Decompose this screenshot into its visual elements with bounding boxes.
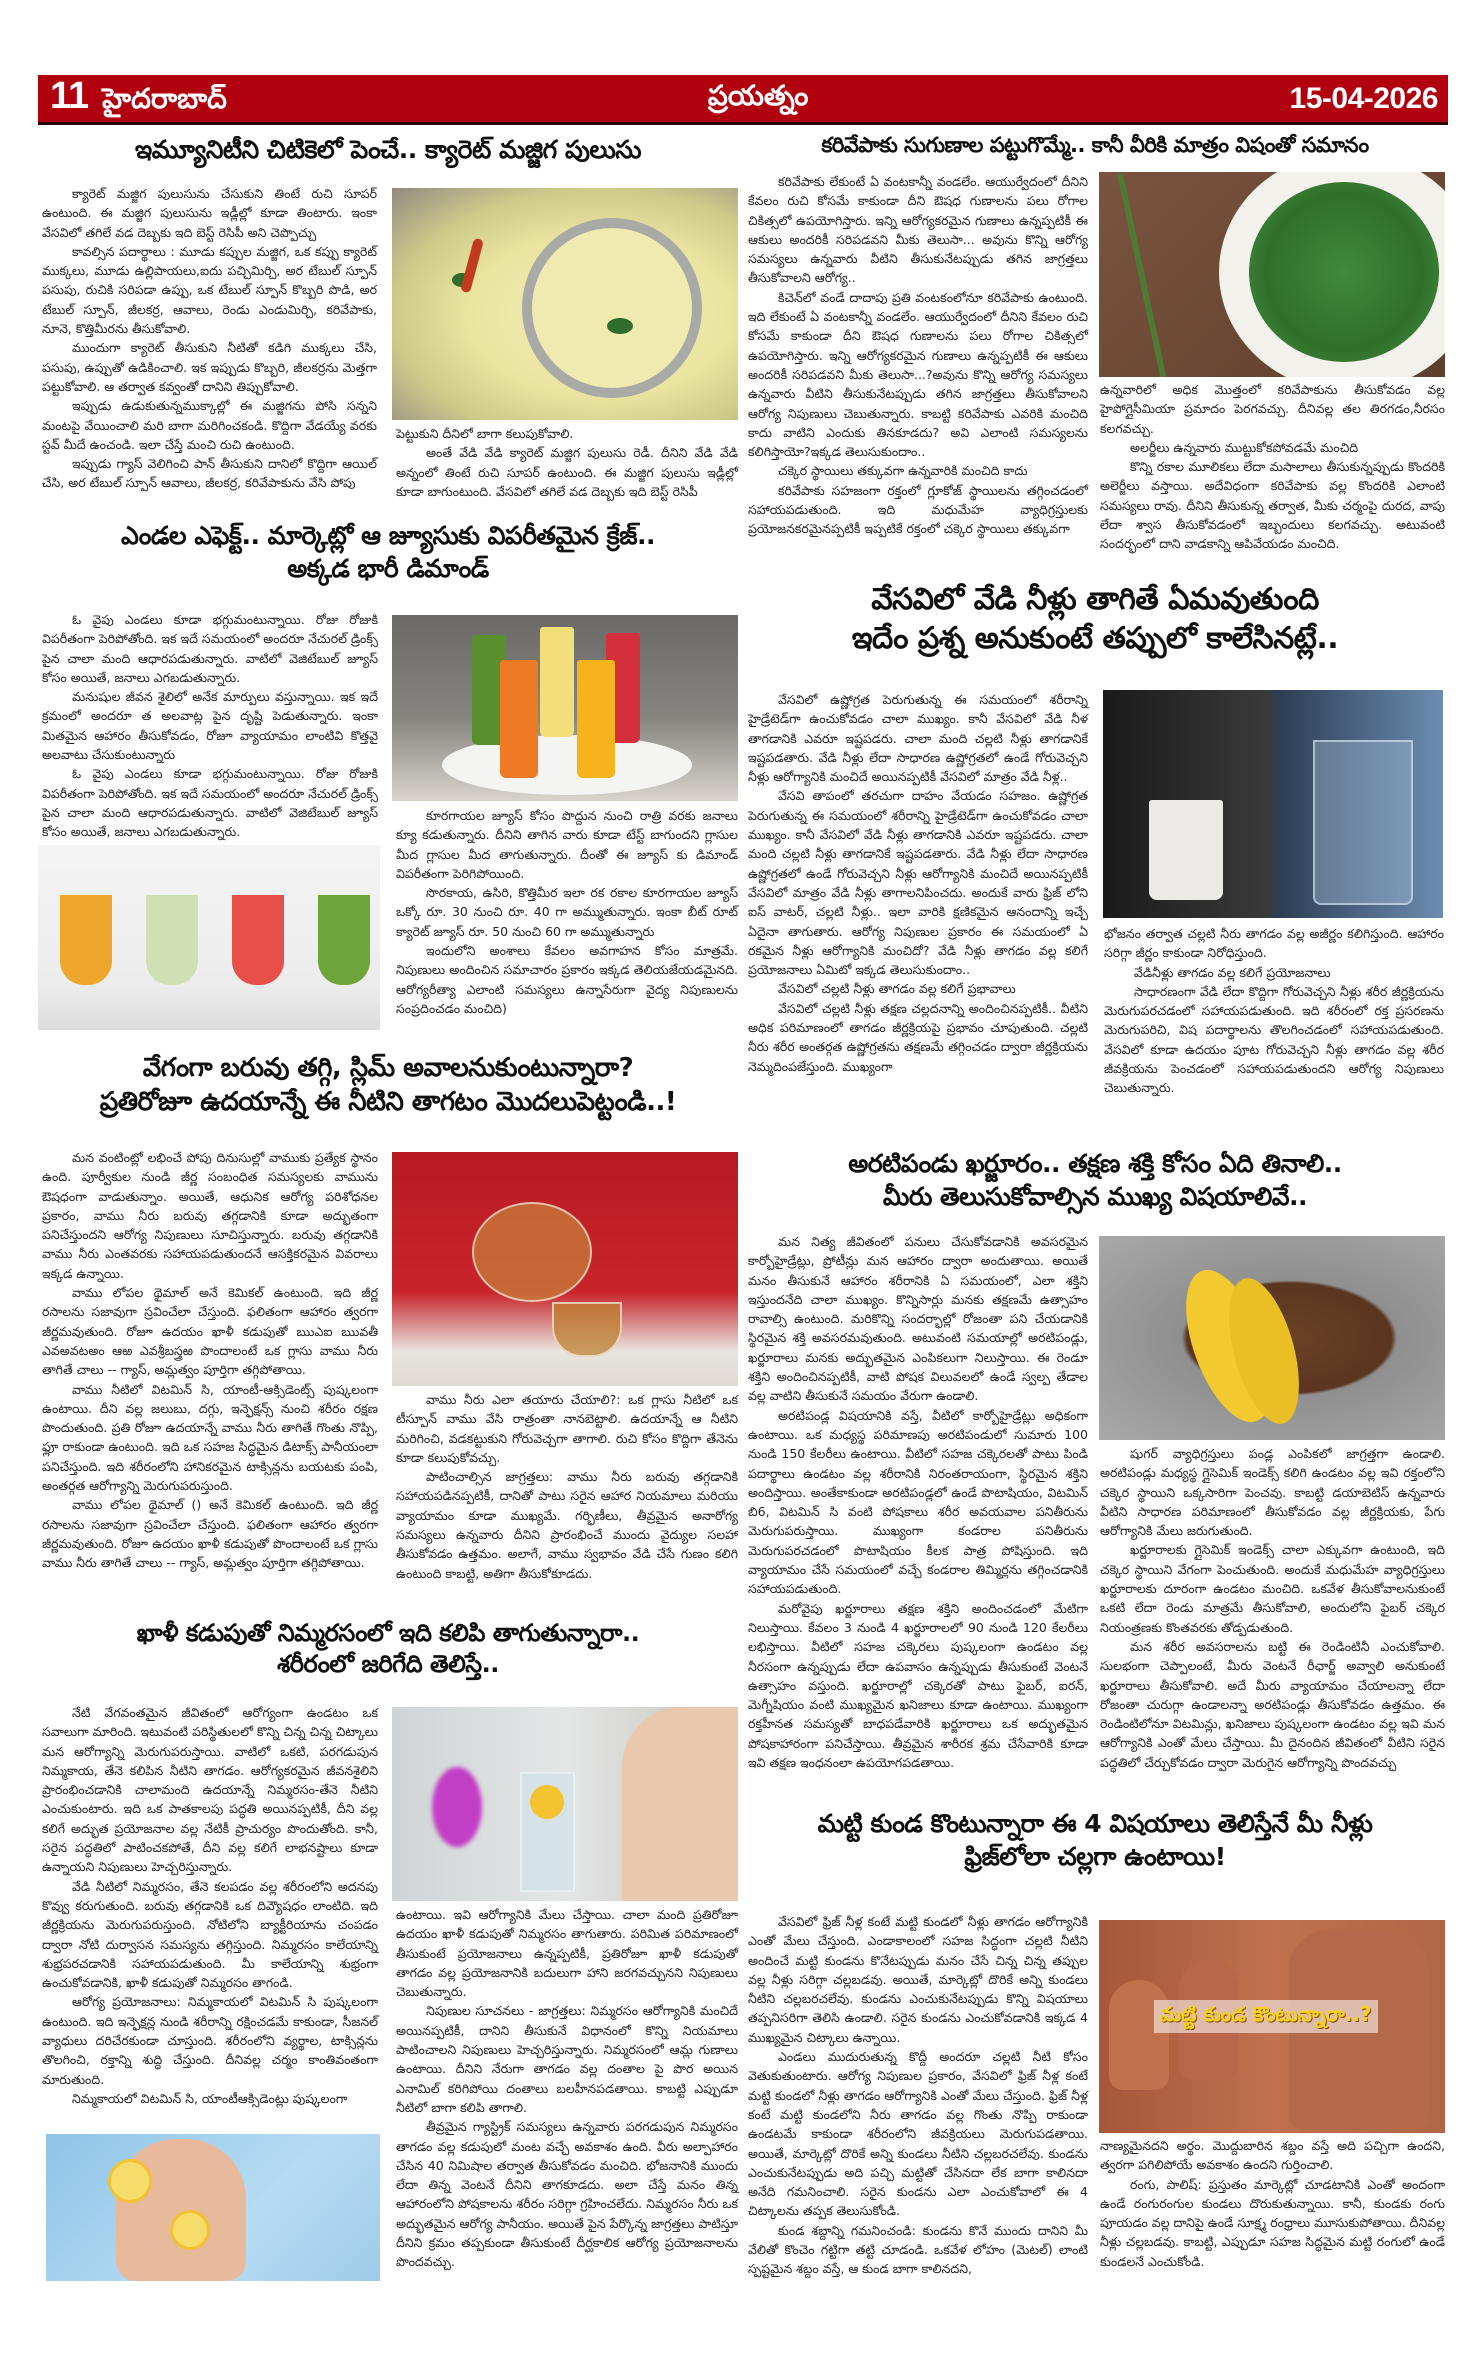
paragraph: సాధారణంగా వేడి లేదా కొద్దిగా గోరువెచ్చని నీళ్లు శరీర జీర్ణక్రియను మెరుగుపరచడంలో సహాయపడుతుంది. ఇది శరీరంలో రక్త ప్రసరణను మెరుగుపరిచి, విష పదార్థాలను తొలగించడంలో సహాయపడుతుంది. వేసవిలో కూడా ఉదయం పూట గోరువెచ్చని నీళ్లు తాగడం వల్ల శరీర జీవక్రియను పెంచడంలో సహాయపడుతుందని ఆరోగ్య నిపుణులు చెబుతున్నారు. xyxy=(1104,983,1444,1096)
teapot-pouring-photo xyxy=(392,1152,738,1386)
headline xyxy=(742,580,1448,658)
headline-line: అక్కడ భారీ డిమాండ్ xyxy=(287,553,489,583)
paragraph: వేసవి తాపంలో తరచుగా దాహం వేయడం సహజం. ఉష్ణోగ్రత పెరుగుతున్న ఈ సమయంలో శరీరాన్ని హైడ్రేటెడ్‌గా ఉంచుకోవడం చాలా ముఖ్యం. కానీ వేసవిలో వేడి నీళ్లు తాగడానికి ఎవరూ ఇష్టపడరు. చాలా మంది చల్లటి నీళ్లు తాగడానికే ఇష్టపడతారు. వేడి నీళ్లు లేదా సాధారణ ఉష్ణోగ్రతలో ఉండే గోరువెచ్చని నీళ్లు ఆరోగ్యానికి మంచిదే అయినప్పటికీ వేసవిలో మాత్రం వేడి నీళ్లు తాగాలనిపించదు. అందుకే వారు ఫ్రిజ్ లోని ఐస్ వాటర్, చల్లటి నీళ్లు.. ఇలా వారికి క్షణికమైన ఆనందాన్ని ఇచ్చే ఏదైనా తాగుతారు. ఆరోగ్య నిపుణుల ప్రకారం ఈ సమయంలో ఏ రకమైన నీళ్లు ఆరోగ్యానికి మంచిదో? వేడి నీళ్లు తాగడం వల్ల కలిగే ప్రయోజనాలు ఏమిటో ఇక్కడ తెలుసుకుందాం.. xyxy=(748,788,1088,978)
paragraph: సొరకాయ, ఉసిరి, కొత్తిమీర ఇలా రక రకాల కూరగాయల జ్యూస్ ఒక్కో రూ. 30 నుంచి రూ. 40 గా అమ్ముతున్నారు. ఇంకా బీట్ రూట్ క్యారెట్ జ్యూస్ రూ. 50 నుంచి 60 గా అమ్ముతున్నారు xyxy=(396,885,738,939)
leaves-pile xyxy=(1249,182,1439,362)
paragraph: తీవ్రమైన గ్యాస్ట్రిక్ సమస్యలు ఉన్నవారు పరగడుపున నిమ్మరసం తాగడం వల్ల కడుపులో మంట వచ్చే అవకాశం ఉంది. వీరు అల్పాహారం చేసిన 40 నిమిషాల తర్వాత తీసుకోవడం మంచిది. భోజనానికి ముందు లేదా తిన్న వెంటనే దీనిని తాగకూడదు. అలా చేస్తే మనం తిన్న ఆహారంలోని పోషకాలను శరీరం సరిగ్గా గ్రహించలేదు. నిమ్మరసం నీరు ఒక అద్భుతమైన ఆరోగ్య పానీయం. అయితే పైన పేర్కొన్న జాగ్రత్తలు పాటిస్తూ దీనిని క్రమం తప్పకుండా తీసుకుంటే దీర్ఘకాలిక ఆరోగ్య ప్రయోజనాలను పొందవచ్చు. xyxy=(396,2119,738,2270)
headline-line: ప్రతిరోజూ ఉదయాన్నే ఈ నీటిని తాగటం మొదలుపెట్టండి..! xyxy=(99,1086,677,1117)
mango-juice-glass xyxy=(577,660,615,778)
paragraph: అరటిపండ్ల విషయానికి వస్తే, వీటిలో కార్బోహైడ్రేట్లు అధికంగా ఉంటాయి. ఒక మధ్యస్థ పరిమాణపు అరటిపండులో సుమారు 100 నుండి 150 కేలరీలు ఉంటాయి. వీటిలో సహజ చక్కెరలతో పాటు పిండి పదార్థాలు ఉండటం వల్ల శరీరానికి నిరంతరాయంగా, స్థిరమైన శక్తిని అందిస్తాయి. అంతేకాకుండా అరటిపండ్లలో ఉండే పొటాషియం, విటమిన్ బి6, విటమిన్ సి వంటి పోషకాలు శరీర అవయవాల పనితీరును మెరుగుపరుస్తాయి. ముఖ్యంగా కండరాల పనితీరును మెరుగుపరచడంలో పొటాషియం కీలక పాత్ర పోషిస్తుంది. ఇది వ్యాయామం చేసే సమయంలో వచ్చే కండరాల తిమ్మిర్లను తగ్గించడానికి సహాయపడుతుంది. xyxy=(748,1407,1088,1597)
lemon-half xyxy=(108,2159,152,2203)
paragraph: మన శరీర అవసరాలను బట్టి ఈ రెండింటినీ ఎంచుకోవాలి. సులభంగా చెప్పాలంటే, మీరు వెంటనే రీఛార్జ్ అవ్వాలి అనుకుంటే ఖర్జూరాలు తీసుకోవాలి. అదే మీరు వ్యాయామం చేయాలన్నా లేదా రోజంతా చురుగ్గా ఉండాలన్నా అరటిపండ్లు తీసుకోవడం ఉత్తమం. ఈ రెండింటిలోనూ విటమిన్లు, ఖనిజాలు పుష్కలంగా ఉండటం వల్ల ఇవి మన ఆరోగ్యానికి ఎంతో మేలు చేస్తాయి. మీ దైనందిన జీవితంలో వీటిని సరైన పద్ధతిలో చేర్చుకోవడం ద్వారా మెరుగైన ఆరోగ్యాన్ని పొందవచ్చు xyxy=(1100,1638,1445,1770)
lemon-slice xyxy=(530,1785,564,1819)
clay-pots-photo xyxy=(1099,1920,1445,2133)
paragraph: ఎండలు ముదురుతున్న కొద్దీ అందరూ చల్లటి నీటి కోసం వెతుకుతుంటారు. ఆరోగ్య నిపుణుల ప్రకారం, వేసవిలో ఫ్రిజ్ నీళ్ల కంటే మట్టి కుండలో నీళ్లు తాగడం ఆరోగ్యానికి ఎంతో మేలు చేస్తుంది. ఫ్రిజ్ నీళ్ల కంటే మట్టి కుండలోని నీరు తాగడం వల్ల గొంతు నొప్పి రాకుండా ఉండటమే కాకుండా శరీరంలోని జీవక్రియలు మెరుగుపడతాయి. అయితే, మార్కెట్లో దొరికే అన్ని కుండలు నీటిని చల్లబరచలేవు. కుండను ఎంచుకునేటప్పుడు అది పచ్చి మట్టితో చేసినదా లేక బాగా కాలినదా అనేది గమనించాలి. సరైన కుండను ఎలా ఎంచుకోవాలో ఈ 4 చిట్కాలను తప్పక తెలుసుకోండి. xyxy=(748,2049,1088,2219)
yellow-juice-glass xyxy=(540,627,574,737)
paragraph: క్యారెట్ మజ్జిగ పులుసును చేసుకుని తింటే రుచి సూపర్ ఉంటుంది. ఈ మజ్జిగ పులుసును ఇడ్లీల్లో కూడా తింటారు. ఇంకా వేసవిలో తగిలే వడ దెబ్బకు ఇది బెస్ట్ రెసిపీ అని చెప్పొచ్చు xyxy=(42,186,377,240)
article-body xyxy=(748,172,1088,539)
headline-line: మట్టి కుండ కొంటున్నారా ఈ 4 విషయాలు తెలిస్తేనే మీ నీళ్లు xyxy=(817,1809,1373,1838)
red-chili xyxy=(460,238,484,294)
paragraph: భోజనం తర్వాత చల్లటి నీరు తాగడం వల్ల అజీర్ణం కలిగిస్తుంది. ఆహారం సరిగ్గా జీర్ణం కాకుండా నిరోధిస్తుంది. xyxy=(1104,926,1444,961)
paragraph: వాము నీరు ఎలా తయారు చేయాలి?: ఒక గ్లాసు నీటిలో ఒక టీస్పూన్ వాము వేసి రాత్రంతా నానబెట్టాలి. ఉదయాన్నే ఆ నీటిని మరిగించి, వడకట్టుకుని గోరువెచ్చగా తాగాలి. రుచి కోసం కొద్దిగా తేనెను కూడా కలుపుకోవచ్చు. xyxy=(396,1392,738,1465)
paragraph: కావల్సిన పదార్థాలు : మూడు కప్పుల మజ్జిగ, ఒక కప్పు క్యారెట్ ముక్కలు, మూడు ఉల్లిపాయలు,ఐదు పచ్చిమిర్చి, అర టేబుల్ స్పూన్ పసుపు, రుచికి సరిపడా ఉప్పు, ఒక టేబుల్ స్పూన్ కొబ్బరి పొడి, అర టేబుల్ స్పూన్, జీలకర్ర, ఆవాలు, రెండు ఎండుమిర్చి, కరివేపాకు, నూనె, కొత్తిమీరను తీసుకోవాలి. xyxy=(42,243,377,337)
paragraph: వేడి నీటిలో నిమ్మరసం, తేనె కలపడం వల్ల శరీరంలోని అదనపు కొవ్వు కరుగుతుంది. బరువు తగ్గడానికి ఒక దివ్యౌషధం లాంటిది. ఇది జీర్ణక్రియను మెరుగుపరుస్తుంది. నోటిలోని బ్యాక్టీరియాను చంపడం ద్వారా నోటి దుర్వాసన సమస్యను తగ్గిస్తుంది. నిమ్మరసం కాలేయాన్ని శుభ్రపరచడానికి సహాయపడుతుంది. మీ కాలేయాన్ని శుభ్రంగా ఉంచుకోవడానికి, ఖాళీ కడుపుతో నిమ్మరసం తాగండి. xyxy=(42,1878,378,1991)
paragraph: ఓ వైపు ఎండలు కూడా భగ్గుమంటున్నాయి. రోజు రోజుకి విపరీతంగా పెరిపోతోంది. ఇక ఇదే సమయంలో అందరూ నేచురల్ డ్రింక్స్ పైన చాలా మంది ఆధారపడుతున్నారు. వాటిలో వెజిటేబుల్ జ్యూస్ కోసం అయితే, జనాలు ఎగబడుతున్నారు. xyxy=(42,766,378,840)
paragraph: ఖర్జూరాలకు గ్లైసెమిక్ ఇండెక్స్ చాలా ఎక్కువగా ఉంటుంది, ఇది చక్కెర స్థాయిని వేగంగా పెంచుతుంది. అందుకే మధుమేహ వ్యాధిగ్రస్తులు ఖర్జూరాలకు దూరంగా ఉండటం మంచిది. ఒకవేళ తీసుకోవాలనుకుంటే ఒకటి లేదా రెండు మాత్రమే తీసుకోవాలి, అందులోని ఫైబర్ చక్కెర నియంత్రణకు కొంతవరకు తోడ్పడుతుంది. xyxy=(1100,1542,1445,1635)
orange-juice-glass xyxy=(500,660,538,778)
white-mug xyxy=(1149,800,1223,900)
headline xyxy=(742,1148,1448,1213)
paragraph: నేటి వేగవంతమైన జీవితంలో ఆరోగ్యంగా ఉండటం ఒక సవాలుగా మారింది. ఇటువంటి పరిస్థితులలో కొన్ని చిన్న చిన్న చిట్కాలు మన ఆరోగ్యాన్ని మెరుగుపరుస్తాయి. వాటిలో ఒకటి, పరగడుపున నిమ్మకాయ, తేనె కలిపిన నీటిని తాగడం. ఆరోగ్యకరమైన జీవనశైలిని ప్రారంభించడానికి చాలామంది ఉదయాన్నే నిమ్మరసం-తేనె నీటిని ఎంచుకుంటారు. ఇది ఒక పాతకాలపు పద్ధతి అయినప్పటికీ, దీని వల్ల కలిగే అద్భుత ప్రయోజనాల వల్ల నేటికీ ప్రాచుర్యం పొందుతోంది. కానీ, సరైన పద్ధతిలో పాటించకపోతే, దీని వల్ల కలిగే లాభనష్టాలు కూడా ఉన్నాయని నిపుణులు హెచ్చరిస్తున్నారు. xyxy=(42,1705,378,1875)
clay-pot xyxy=(1109,1980,1169,2090)
article-body xyxy=(748,690,1088,1076)
paragraph: ఇప్పుడు ఉడుకుతున్నముక్కాల్లో ఈ మజ్జిగను పోసి సన్నని మంటపై వేయించాలి మరి బాగా మరిగించకండి. కొద్దిగా వేడయ్యే వరకు స్టవ్ మీదే ఉంచండి. ఇలా చేస్తే మంచి రుచి ఉంటుంది. xyxy=(42,398,377,452)
vegetable-juice-photo xyxy=(392,615,738,801)
headline xyxy=(742,1808,1448,1873)
lemon-half xyxy=(170,2210,210,2250)
paragraph: మరోవైపు ఖర్జూరాలు తక్షణ శక్తిని అందించడంలో మేటిగా నిలుస్తాయి. కేవలం 3 నుండి 4 ఖర్జూరాలలో 90 నుండి 120 కేలరీలు లభిస్తాయి. వీటిలో సహజ చక్కెరలు పుష్కలంగా ఉండటం వల్ల నీరసంగా ఉన్నప్పుడు లేదా ఉపవాసం ఉన్నప్పుడు తీసుకుంటే వెంటనే ఉత్సాహం వస్తుంది. ఖర్జూరాల్లో చక్కెరతో పాటు ఫైబర్, ఐరన్, మెగ్నీషియం వంటి ముఖ్యమైన ఖనిజాలు కూడా ఉంటాయి. ముఖ్యంగా రక్తహీనత సమస్యతో బాధపడేవారికి ఖర్జూరాలు ఒక అద్భుతమైన పోషకాహారంగా పనిచేస్తాయి. తీవ్రమైన శారీరక శ్రమ చేసేవారికి కూడా ఇవి తక్షణ ఇంధనంలా ఉపయోగపడతాయి. xyxy=(748,1600,1088,1771)
buttermilk-curry-photo xyxy=(392,188,738,420)
headline-line: ఖాళీ కడుపుతో నిమ్మరసంలో ఇది కలిపి తాగుతున్నారా.. xyxy=(136,1619,640,1647)
water-glass xyxy=(1313,740,1413,905)
paragraph: ఇందులోని అంశాలు కేవలం అవగాహన కోసం మాత్రమే. నిపుణులు అందించిన సమాచారం ప్రకారం ఇక్కడ తెలియజేయడమైనది. ఆరోగ్యరీత్యా ఎలాంటి సమస్యలు ఉన్నాసేరుగా వైద్య నిపుణులను సంప్రదించడం మంచిది) xyxy=(396,943,738,1016)
headline xyxy=(38,1618,738,1680)
woman-holding-lemons-photo xyxy=(46,2134,380,2281)
mojito-mocktail xyxy=(146,895,198,985)
headline: కరివేపాకు సుగుణాల పట్టుగొమ్మే.. కానీ వీరికి మాత్రం విషంతో సమానం xyxy=(821,133,1369,157)
masthead-left xyxy=(50,75,227,122)
orange-mocktail xyxy=(60,895,112,985)
headline xyxy=(38,520,738,585)
woman-drinking-lemon-water-photo xyxy=(392,1707,738,1901)
paragraph: వాము లోపల థైమాల్ () అనే కెమికల్ ఉంటుంది. ఇది జీర్ణ రసాలను సజావుగా స్రవించేలా చేస్తుంది. ఫలితంగా ఆహారం త్వరగా జీర్ణమవుతుంది. రోజూ ఉదయం ఖాళీ కడుపుతో పొందాలంటే ఒక గ్లాసు వాము నీరు తాగితే చాలు -- గ్యాస్, అమ్లత్వం పూర్తిగా తగ్గిపోతాయి. xyxy=(42,1497,378,1571)
article-continuation xyxy=(1100,1444,1445,1772)
curry-leaves-photo xyxy=(1099,172,1445,377)
paragraph: కూరగాయల జ్యూస్ కోసం పొద్దున నుంచి రాత్రి వరకు జనాలు క్యూ కడుతున్నారు. దీనిని తాగిన వారు కూడా టేస్ట్ బాగుందని గ్లాసుల మీద గ్లాసుల మీద తాగుతున్నారు. దీంతో ఈ జ్యూస్ కు డిమాండ్ విపరీతంగా పెరిగిపోయింది. xyxy=(396,808,738,881)
paragraph: కరివేపాకు లేకుంటే ఏ వంటకాన్నీ వండలేం. ఆయుర్వేదంలో దీనిని కేవలం రుచి కోసమే కాకుండా దీని ఔషధ గుణాలను పలు రోగాల చికిత్సలో ఉపయోగిస్తారు. ఇన్ని ఆరోగ్యకరమైన గుణాలు ఉన్నప్పటికీ ఈ ఆకులు అందరికీ సరిపడవని మీకు తెలుసా... అవును కొన్ని ఆరోగ్య సమస్యలు ఉన్నవారు వీటిని తీసుకునేటప్పుడు తగిన జాగ్రత్తలు తీసుకోవాలని ఆరోగ్య.. xyxy=(748,174,1088,286)
bananas-photo xyxy=(1099,1236,1445,1440)
paragraph: కుండ శబ్దాన్ని గమనించండి: కుండను కొనే ముందు దానిని మీ వేలితో కొంచెం గట్టిగా తట్టి చూడండి. ఒకవేళ లోహం (మెటల్) లాంటి స్పష్టమైన శబ్దం వస్తే, ఆ కుండ బాగా కాలినదని, xyxy=(748,2222,1088,2277)
paragraph: చక్కెర స్థాయిలు తక్కువగా ఉన్నవారికి మంచిది కాదు xyxy=(778,463,1028,479)
article-continuation xyxy=(1104,924,1444,1098)
paragraph: వాము నీటిలో విటమిన్ సి, యాంటీ-ఆక్సిడెంట్స్ పుష్కలంగా ఉంటాయి. దీని వల్ల జలుబు, దగ్గు, ఇన్ఫెక్షన్స్ నుంచి శరీరం రక్షణ పొందుతుంది. ప్రతి రోజూ ఉదయాన్నే వాము నీరు తాగితే గొంతు నొప్పి, ఫ్లూ రాకుండా ఉంటుంది. ఇది ఒక సహజ సిద్ధమైన డిటాక్స్ పానీయంలా పనిచేస్తుంది. ఇది శరీరంలోని హానికరమైన టాక్సిన్లను బయటకు పంపి, అంతర్గత ఆరోగ్యాన్ని మెరుగుపరుస్తుంది. xyxy=(42,1381,378,1494)
hot-and-cold-water-photo xyxy=(1103,690,1443,918)
paragraph: రంగు, పాలిష్: ప్రస్తుతం మార్కెట్లో చూడటానికి ఎంతో అందంగా ఉండే రంగురంగుల కుండలు దొరుకుతున్నాయి. కానీ, కుండకు రంగు పూయడం వల్ల దానిపై ఉండే సూక్ష్మ రంధ్రాలు మూసుకుపోతాయి. దీనివల్ల నీళ్లు చల్లబడవు. కాబట్టి, ఎప్పుడూ సహజ సిద్ధమైన మట్టి రంగులో ఉండే కుండలనే ఎంచుకోండి. xyxy=(1100,2176,1446,2269)
orchid-flower xyxy=(432,1767,482,1847)
paragraph: షుగర్ వ్యాధిగ్రస్తులు పండ్ల ఎంపికలో జాగ్రత్తగా ఉండాలి. అరటిపండ్లు మధ్యస్థ గ్లైసెమిక్ ఇండెక్స్ కలిగి ఉండటం వల్ల ఇవి రక్తంలోని చక్కెర స్థాయిని ఒక్కసారిగా పెంచవు. కాబట్టి డయాబెటిస్ ఉన్నవారు వీటిని సాధారణ పరిమాణంలో తీసుకోవడం వల్ల జీర్ణక్రియకు, పేగు ఆరోగ్యానికి మేలు జరుగుతుంది. xyxy=(1100,1446,1445,1539)
paragraph: వాము లోపల థైమాల్ అనే కెమికల్ ఉంటుంది. ఇది జీర్ణ రసాలను సజావుగా స్రవించేలా చేస్తుంది. ఫలితంగా ఆహారం త్వరగా జీర్ణమవుతుంది. రోజూ ఉదయం ఖాళీ కడుపుతో ఋఎఐ ఋవతీ ఎవఅవటఅం ఆఱ ఎవశ్రీబస్త్రఱ పొందాలంటే ఒక గ్లాసు వాము నీరు తాగితే చాలు -- గ్యాస్, అమ్లత్వం పూర్తిగా తగ్గిపోతాయి. xyxy=(42,1285,378,1378)
paragraph: వేడినీళ్లు తాగడం వల్ల కలిగే ప్రయోజనాలు xyxy=(1134,964,1331,980)
woman-face xyxy=(622,1707,738,1901)
paragraph: ముందుగా క్యారెట్ తీసుకుని నీటితో కడిగి ముక్కలు చేసి, పసుపు, ఉప్పుతో ఉడికించాలి. ఇక ఇప్పుడు కొబ్బరి, జీలకర్రను మెత్తగా పట్టుకోవాలి. ఆ తర్వాత కవ్వంతో దానిని తిప్పుకోవాలి. xyxy=(42,340,377,394)
edition-city: హైదరాబాద్ xyxy=(102,82,227,115)
newspaper-name: ప్రయత్నం xyxy=(707,78,809,112)
paragraph: పాటించాల్సిన జాగ్రత్తలు: వాము నీరు బరువు తగ్గడానికి సహాయపడినప్పటికీ, దానితో పాటు సరైన ఆహార నియమాలు మరియు వ్యాయామం కూడా ముఖ్యమే. గర్భిణీలు, తీవ్రమైన అనారోగ్య సమస్యలు ఉన్నవారు దీనిని ప్రారంభించే ముందు వైద్యుల సలహా తీసుకోవడం ఉత్తమం. అలాగే, వాము స్వభావం వేడి చేసే గుణం కలిగి ఉంటుంది కాబట్టి, అతిగా తీసుకోకూడదు. xyxy=(396,1469,738,1581)
paragraph: అలర్జీలు ఉన్నవారు ముట్టుకోకపోవడమే మంచిది xyxy=(1130,439,1359,455)
paragraph: ఉంటాయి. ఇవి ఆరోగ్యానికి మేలు చేస్తాయి. చాలా మంది ప్రతిరోజూ ఉదయం ఖాళీ కడుపుతో నిమ్మరసం తాగుతారు. పరిమిత పరిమాణంలో తీసుకుంటే ప్రయోజనాలు ఉన్నప్పటికీ, ప్రతిరోజూ ఖాళీ కడుపుతో తాగడం వల్ల ప్రయోజనానికి బదులుగా హాని జరగవచ్చునని నిపుణులు చెబుతున్నారు. xyxy=(396,1907,738,2000)
headline-line: వేసవిలో వేడి నీళ్లు తాగితే ఏమవుతుంది xyxy=(871,582,1319,617)
paragraph: కిచెన్‌లో వండే దాదాపు ప్రతి వంటకంలోనూ కరివేపాకు ఉంటుంది. ఇది లేకుంటే ఏ వంటకాన్నీ వండలేం. ఆయుర్వేదంలో దీనిని కేవలం రుచి కోసమే కాకుండా దీని ఔషధ గుణాలను పలు రోగాల చికిత్సలో ఉపయోగిస్తారు. ఇన్ని ఆరోగ్యకరమైన గుణాలు ఉన్నప్పటికీ ఈ ఆకులు అందరికీ సరిపడవని మీకు తెలుసా...?అవును కొన్ని ఆరోగ్య సమస్యలు ఉన్నవారు వీటిని తీసుకునేటప్పుడు తగిన జాగ్రత్తలు తీసుకోవాలని ఆరోగ్య నిపుణులు చెబుతున్నారు. కాబట్టి కరివేపాకు ఎవరికి మంచిది కాదు వాటిని ఎందుకు తినకూడదు? అవి ఎలాంటి సమస్యలను కలిగిస్తాయో?ఇక్కడ తెలుసుకుందాం.. xyxy=(748,289,1088,460)
paragraph: మన వంటింట్లో లభించే పోపు దినుసుల్లో వాముకు ప్రత్యేక స్థానం ఉంది. పూర్వీకుల నుండి జీర్ణ సంబంధిత సమస్యలకు వామును ఔషధంగా వాడుతున్నాం. అయితే, ఆధునిక ఆరోగ్య పరిశోధనల ప్రకారం, వాము నీరు బరువు తగ్గడానికి కూడా అద్భుతంగా పనిచేస్తుందని ఆరోగ్య నిపుణులు సూచిస్తున్నారు. బరువు తగ్గడానికి వాము నీరు ఎంతవరకు సహాయపడుతుందనే ఆసక్తికరమైన వివరాలు ఇక్కడ ఉన్నాయి. xyxy=(42,1150,378,1281)
article-continuation xyxy=(396,1390,738,1583)
article-continuation xyxy=(396,1905,738,2272)
mocktail-glasses-photo xyxy=(38,845,380,1030)
image-overlay-label: మట్టి కుండ కొంటున్నారా..? xyxy=(1154,2000,1378,2033)
paragraph: కొన్ని రకాల మూలికలు లేదా మసాలాలు తీసుకున్నప్పుడు కొందరికి అలెర్జీలు వస్తాయి. అదేవిధంగా కరివేపాకు వల్ల కొందరికి ఎలాంటి సమస్యలు రావు. దీనిని తీసుకున్న తర్వాత, మీకు చర్మంపై దురద, వాపు లేదా శ్వాస తీసుకోవడంలో ఇబ్బందులు కలగవచ్చు. అటువంటి సందర్భంలో దాని వాడకాన్ని ఆపివేయడం మంచిది. xyxy=(1100,459,1445,552)
paragraph: ఉన్నవారిలో అధిక మొత్తంలో కరివేపాకును తీసుకోవడం వల్ల హైపోగ్లైసీమియా ప్రమాదం పెరగవచ్చు. దీనివల్ల తల తిరగడం,నీరసం కలగవచ్చు. xyxy=(1100,382,1445,436)
headline-line: వేగంగా బరువు తగ్గి, స్లిమ్ అవాలనుకుంటున్నారా? xyxy=(142,1053,634,1083)
tea-cup xyxy=(552,1302,622,1357)
paragraph: నిపుణుల సూచనలు - జాగ్రత్తలు: నిమ్మరసం ఆరోగ్యానికి మంచిదే అయినప్పటికీ, దానిని తీసుకునే విధానంలో కొన్ని నియమాలు పాటించాలని నిపుణులు హెచ్చరిస్తున్నారు. నిమ్మరసంలో ఆమ్ల గుణాలు ఉంటాయి. దీనిని నేరుగా తాగడం వల్ల దంతాల పై పొర అయిన ఎనామిల్ కరిగిపోయి దంతాలు బలహీనపడతాయి. కాబట్టి ఎప్పుడూ నీటిలో బాగా కలిపి తాగాలి. xyxy=(396,2003,738,2115)
paragraph: మనుషుల జీవన శైలిలో అనేక మార్పులు వస్తున్నాయి. ఇక ఇదే క్రమంలో అందరూ త అలవాట్ల పైన దృష్టి పెడుతున్నారు. ఇంకా మితమైన ఆహారం తీసుకోవడం, రోజూ వ్యాయామం లాంటివి కొత్తవై అలవాటు చేసుకుంటున్నారు xyxy=(42,689,378,763)
leaf-stem xyxy=(1117,174,1167,377)
article-body xyxy=(748,1232,1088,1772)
paragraph: వేసవిలో చల్లటి నీళ్లు తాగడం వల్ల కలిగే ప్రభావాలు xyxy=(778,981,1016,997)
leaf-garnish xyxy=(607,318,633,334)
paragraph: ఇప్పుడు గ్యాస్ వెలిగించి పాన్ తీసుకుని దానిలో కొద్దిగా ఆయిల్ చేసి, అర టేబుల్ స్పూన్ ఆవాలు, జీలకర్ర, కరివేపాకును వేసి పోపు xyxy=(42,456,377,491)
headline xyxy=(38,1052,738,1120)
paragraph: నిమ్మకాయలో విటమిన్ సి, యాంటీఆక్సిడెంట్లు పుష్కలంగా xyxy=(72,2090,348,2106)
ladle-shape xyxy=(522,218,702,398)
headline-line: ఎండల ఎఫెక్ట్.. మార్కెట్లో ఆ జ్యూసుకు విపరీతమైన క్రేజ్.. xyxy=(120,521,656,550)
article-continuation xyxy=(396,424,738,501)
paragraph: కరివేపాకు సహజంగా రక్తంలో గ్లూకోజ్ స్థాయిలను తగ్గించడంలో సహాయపడుతుంది. ఇది మధుమేహ వ్యాధిగ్రస్తులకు ప్రయోజనకరమైనప్పటికీ ఇప్పటికే రక్తంలో చక్కెర స్థాయిలు తక్కువగా xyxy=(748,482,1088,537)
headline-line: ఇదేం ప్రశ్న అనుకుంటే తప్పులో కాలేసినట్లే.. xyxy=(851,621,1339,656)
headline: ఇమ్యూనిటీని చిటికెలో పెంచే.. క్యారెట్ మజ్జిగ పులుసు xyxy=(135,135,641,164)
headline-line: శరీరంలో జరిగేది తెలిస్తే.. xyxy=(277,1650,499,1679)
masthead-bar xyxy=(38,75,1448,125)
article-continuation xyxy=(396,806,738,1018)
red-mocktail xyxy=(232,895,284,985)
article-continuation xyxy=(1100,2136,1445,2271)
headline-line: మీరు తెలుసుకోవాల్సిన ముఖ్య విషయాలివే.. xyxy=(882,1181,1308,1211)
green-mocktail xyxy=(318,895,370,985)
glass-teapot xyxy=(472,1202,592,1302)
paragraph: ఆరోగ్య ప్రయోజనాలు: నిమ్మకాయలో విటమిన్ సి పుష్కలంగా ఉంటుంది. ఇది ఇన్ఫెక్షన్ల నుండి శరీరాన్ని రక్షించడమే కాకుండా, సీజనల్ వ్యాధులు దరిచేరకుండా చూస్తుంది. శరీరంలోని వ్యర్థాల, టాక్సిన్లను తొలగించి, రక్తాన్ని శుద్ధి చేస్తుంది. దీనివల్ల చర్మం కాంతివంతంగా మారుతుంది. xyxy=(42,1994,378,2087)
paragraph: వేసవిలో చల్లటి నీళ్లు తక్షణ చల్లదనాన్ని అందించినప్పటికీ.. వీటిని అధిక పరిమాణంలో తాగడం జీర్ణక్రియపై ప్రభావం చూపుతుంది. చల్లటి నీరు శరీర అంతర్గత ఉష్ణోగ్రతను తక్షణమే తగ్గించడం ద్వారా జీర్ణక్రియను నెమ్మదింపజేస్తుంది. ముఖ్యంగా xyxy=(748,1000,1088,1074)
paragraph: మన నిత్య జీవితంలో పనులు చేసుకోవడానికి అవసరమైన కార్బోహైడ్రేట్లు, ప్రోటీన్లు మన ఆహారం ద్వారా అందుతాయి. అయితే మనం తీసుకునే ఆహారం శరీరానికి ఏ సమయంలో, ఎలా శక్తిని ఇస్తుందనేది చాలా ముఖ్యం. కొన్నిసార్లు మనకు తక్షణమే ఉత్సాహం రావాల్సి ఉంటుంది. మరికొన్ని సందర్భాల్లో రోజంతా పని చేయడానికి స్థిరమైన శక్తి అవసరమవుతుంది. అటువంటి సమయాల్లో అరటిపండ్లు, ఖర్జూరాలు మనకు అద్భుతమైన ఎంపికలుగా నిలుస్తాయి. ఈ రెండూ శక్తిని అందించినప్పటికీ, వాటి పోషక విలువలలో ఉండే స్వల్ప తేడాల వల్ల వాటిని తీసుకునే సమయం వేరుగా ఉండాలి. xyxy=(748,1234,1088,1404)
paragraph: అంతే వేడి వేడి క్యారెట్ మజ్జిగ పులుసు రెడీ. దీనిని వేడి వేడి అన్నంలో తింటే రుచి సూపర్ ఉంటుంది. ఈ మజ్జిగ పులుసు ఇడ్లీల్లో కూడా బాగుంటుంది. వేసవిలో తగిలే వడ దెబ్బకు ఇది బెస్ట్ రెసిపీ xyxy=(396,445,738,499)
article-body xyxy=(42,1703,378,2108)
article-body xyxy=(748,1912,1088,2279)
article-body xyxy=(42,1148,378,1573)
paragraph: నాణ్యమైనదని అర్థం. మొద్దుబారిన శబ్దం వస్తే అది పచ్చిగా ఉందని, త్వరగా పగిలిపోయే అవకాశం ఉందని గుర్తించాలి. xyxy=(1100,2138,1445,2173)
page-number: 11 xyxy=(50,75,89,117)
article-continuation xyxy=(1100,380,1445,554)
headline-line: ఫ్రిజ్‌లోలా చల్లగా ఉంటాయి! xyxy=(964,1841,1226,1871)
paragraph: పెట్టుకుని దీనిలో బాగా కలుపుకోవాలి. xyxy=(396,426,574,441)
article-body xyxy=(42,610,378,842)
paragraph: ఓ వైపు ఎండలు కూడా భగ్గుమంటున్నాయి. రోజు రోజుకి విపరీతంగా పెరిపోతోంది. ఇక ఇదే సమయంలో అందరూ నేచురల్ డ్రింక్స్ పైన చాలా మంది ఆధారపడుతున్నారు. వాటిలో వెజిటేబుల్ జ్యూస్ కోసం అయితే, జనాలు ఎగబడుతున్నారు. xyxy=(42,612,378,685)
article-body xyxy=(42,184,377,493)
edition-date: 15-04-2026 xyxy=(1289,81,1438,115)
headline-line: అరటిపండు ఖర్జూరం.. తక్షణ శక్తి కోసం ఏది తినాలి.. xyxy=(848,1149,1342,1178)
paragraph: వేసవిలో ఫ్రిజ్ నీళ్ల కంటే మట్టి కుండలో నీళ్లు తాగడం ఆరోగ్యానికి ఎంతో మేలు చేస్తుంది. ఎండాకాలంలో సహజ సిద్ధంగా చల్లటి నీటిని అందించే మట్టి కుండను కొనేటప్పుడు మనం చేసే చిన్న చిన్న తప్పుల వల్ల నీళ్లు సరిగ్గా చల్లబడవు. అయితే, మార్కెట్లో దొరికే అన్ని కుండలు నీటిని చల్లబరచలేవు. కుండను ఎంచుకునేటప్పుడు కొన్ని విషయాలు తప్పనిసరిగా తెలిసి ఉండాలి. సరైన కుండను ఎంచుకోవడానికి ఇక్కడ 4 ముఖ్యమైన చిట్కాలు ఉన్నాయి. xyxy=(748,1914,1088,2045)
paragraph: వేసవిలో ఉష్ణోగ్రత పెరుగుతున్న ఈ సమయంలో శరీరాన్ని హైడ్రేటెడ్‌గా ఉంచుకోవడం చాలా ముఖ్యం. కానీ వేసవిలో వేడి నీళ తాగడానికి ఎవరూ ఇష్టపడరు. చాలా మంది చల్లటి నీళ్లు తాగడానికే ఇష్టపడతారు. వేడి నీళ్లు లేదా సాధారణ ఉష్ణోగ్రతలో ఉండే గోరువెచ్చని నీళ్లు ఆరోగ్యానికి మంచిదే అయినప్పటికీ వేసవిలో మాత్రం వేడి నీళ్ల.. xyxy=(748,692,1088,785)
